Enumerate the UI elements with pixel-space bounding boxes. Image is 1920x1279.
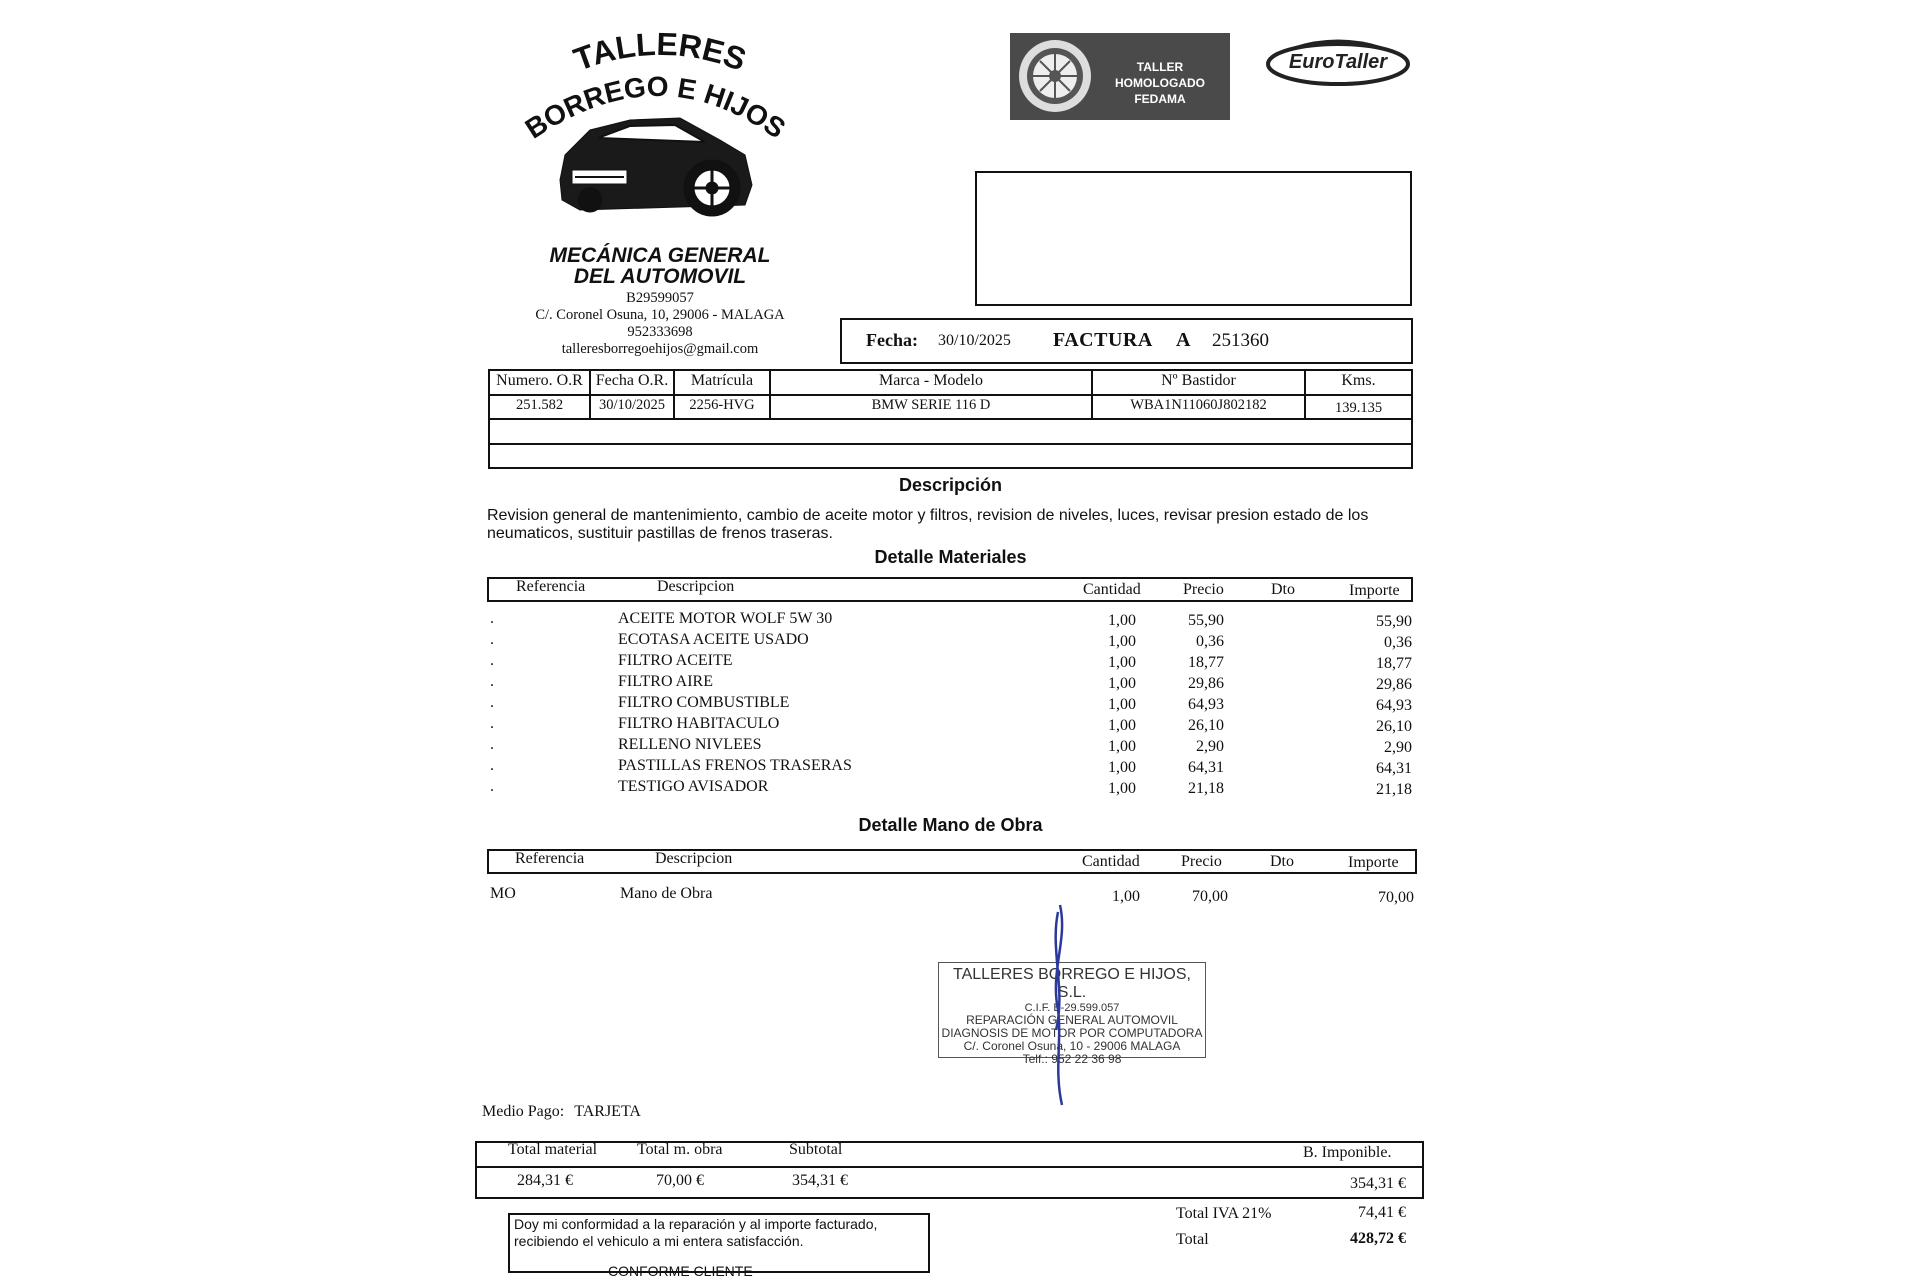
mat-row-precio: 55,90 <box>1188 612 1224 629</box>
totals-table <box>475 1141 1424 1199</box>
conformidad-sign: CONFORME CLIENTE <box>608 1263 753 1279</box>
mat-row-cant: 1,00 <box>1108 675 1136 692</box>
mat-row-desc: ACEITE MOTOR WOLF 5W 30 <box>618 610 833 627</box>
fecha-value: 30/10/2025 <box>938 332 1011 349</box>
total-material-value: 284,31 € <box>517 1172 573 1189</box>
mat-head-desc: Descripcion <box>657 578 735 595</box>
iva-value: 74,41 € <box>1358 1204 1406 1221</box>
total-material-label: Total material <box>508 1141 598 1158</box>
mo-head-cant: Cantidad <box>1082 853 1140 870</box>
svg-text:TALLERES <box>569 30 751 78</box>
company-logo <box>520 30 800 288</box>
company-info <box>480 290 840 358</box>
mat-row-desc: FILTRO HABITACULO <box>618 715 780 732</box>
vt-value-marca: BMW SERIE 116 D <box>871 397 991 413</box>
base-value: 354,31 € <box>1350 1175 1406 1192</box>
mat-row-cant: 1,00 <box>1108 738 1136 755</box>
factura-number: 251360 <box>1212 330 1269 351</box>
mo-row-desc: Mano de Obra <box>620 885 713 902</box>
mat-row-desc: FILTRO ACEITE <box>618 652 733 669</box>
total-value: 428,72 € <box>1350 1230 1406 1247</box>
stamp-line4: DIAGNOSIS DE MOTOR POR COMPUTADORA <box>941 1026 1203 1040</box>
stamp-line3: REPARACIÓN GENERAL AUTOMOVIL <box>966 1013 1178 1027</box>
eurotaller-logo <box>1264 36 1412 88</box>
company-address: C/. Coronel Osuna, 10, 29006 - MALAGA <box>535 307 785 323</box>
signature <box>1040 900 1080 1110</box>
mat-row-desc: RELLENO NIVLEES <box>618 736 762 753</box>
vt-header-matricula: Matrícula <box>690 372 754 389</box>
stamp-line6: Telf.: 952 22 36 98 <box>1022 1052 1122 1066</box>
mat-row-ref: . <box>490 631 494 648</box>
logo-tagline-2: DEL AUTOMOVIL <box>573 265 747 288</box>
logo-top-text: TALLERES <box>569 30 751 78</box>
mat-row-ref: . <box>490 736 494 753</box>
mat-head-dto: Dto <box>1271 581 1295 598</box>
conformidad-text: Doy mi conformidad a la reparación y al importe facturado, recibiendo el vehiculo a mi entera satisfacción. <box>514 1216 878 1249</box>
stamp-line5: C/. Coronel Osuna, 10 - 29006 MALAGA <box>963 1039 1181 1053</box>
fecha-label: Fecha: <box>866 330 918 350</box>
factura-label: FACTURA <box>1053 329 1153 351</box>
mat-row-cant: 1,00 <box>1108 633 1136 650</box>
mat-row-cant: 1,00 <box>1108 696 1136 713</box>
mat-row-precio: 18,77 <box>1188 654 1224 671</box>
fedama-line2: FEDAMA <box>1134 92 1186 106</box>
vt-value-or: 251.582 <box>515 397 564 413</box>
mo-head-precio: Precio <box>1181 853 1222 870</box>
mat-row-precio: 64,31 <box>1188 759 1224 776</box>
subtotal-label: Subtotal <box>789 1141 843 1158</box>
factura-serie: A <box>1176 329 1191 351</box>
stamp-line2: C.I.F. B-29.599.057 <box>1024 1002 1120 1014</box>
mat-row-cant: 1,00 <box>1108 654 1136 671</box>
mat-head-precio: Precio <box>1183 581 1224 598</box>
vt-header-marca: Marca - Modelo <box>879 372 983 389</box>
mat-row-importe: 64,31 <box>1376 760 1412 777</box>
logo-tagline-1: MECÁNICA GENERAL <box>549 244 771 267</box>
vt-header-or: Numero. O.R <box>496 372 583 389</box>
mat-row-desc: PASTILLAS FRENOS TRASERAS <box>618 757 852 774</box>
mat-row-precio: 26,10 <box>1188 717 1224 734</box>
total-mobra-value: 70,00 € <box>656 1172 704 1189</box>
mo-row-ref: MO <box>490 885 516 902</box>
vt-value-fecha: 30/10/2025 <box>598 397 666 413</box>
mat-row-ref: . <box>490 610 494 627</box>
mat-row-importe: 18,77 <box>1376 655 1412 672</box>
mat-row-ref: . <box>490 652 494 669</box>
fedama-badge <box>1010 33 1230 120</box>
mat-head-importe: Importe <box>1349 582 1400 599</box>
mo-head-importe: Importe <box>1348 854 1399 871</box>
mo-head-dto: Dto <box>1270 853 1294 870</box>
mat-row-precio: 21,18 <box>1188 780 1224 797</box>
mat-row-precio: 64,93 <box>1188 696 1224 713</box>
mat-row-cant: 1,00 <box>1108 612 1136 629</box>
mat-row-cant: 1,00 <box>1108 717 1136 734</box>
mat-row-ref: . <box>490 715 494 732</box>
mat-row-ref: . <box>490 673 494 690</box>
company-email: talleresborregoehijos@gmail.com <box>561 341 759 357</box>
mat-row-desc: ECOTASA ACEITE USADO <box>618 631 809 648</box>
mat-row-precio: 2,90 <box>1196 738 1224 755</box>
mat-row-cant: 1,00 <box>1108 759 1136 776</box>
eurotaller-text: EuroTaller <box>1288 51 1388 73</box>
manoobra-title: Detalle Mano de Obra <box>858 815 1043 835</box>
mat-row-ref: . <box>490 778 494 795</box>
mat-row-importe: 29,86 <box>1376 676 1412 693</box>
total-mobra-label: Total m. obra <box>637 1141 723 1158</box>
mo-row-cant: 1,00 <box>1112 888 1140 905</box>
base-label: B. Imponible. <box>1303 1144 1392 1161</box>
mat-row-importe: 2,90 <box>1384 739 1412 756</box>
mat-row-importe: 21,18 <box>1376 781 1412 798</box>
vt-header-bastidor: Nº Bastidor <box>1161 372 1236 389</box>
mat-row-desc: FILTRO AIRE <box>618 673 713 690</box>
stamp-line1: TALLERES BORREGO E HIJOS, S.L. <box>953 966 1191 1001</box>
mat-row-importe: 26,10 <box>1376 718 1412 735</box>
descripcion-text: Revision general de mantenimiento, cambio de aceite motor y filtros, revision de niveles, luces, revisar presion estado de los neumaticos, sustituir pastillas de frenos traseras. <box>487 507 1369 542</box>
mo-row-importe: 70,00 <box>1378 889 1414 906</box>
client-address-box <box>975 171 1412 306</box>
total-label: Total <box>1176 1231 1209 1248</box>
vt-value-kms: 139.135 <box>1334 400 1383 416</box>
vt-header-kms: Kms. <box>1341 372 1376 389</box>
subtotal-value: 354,31 € <box>792 1172 848 1189</box>
descripcion-title: Descripción <box>898 475 1003 495</box>
pago-value: TARJETA <box>574 1103 641 1120</box>
mat-row-importe: 0,36 <box>1384 634 1412 651</box>
mat-row-ref: . <box>490 694 494 711</box>
car-icon <box>560 118 752 216</box>
mo-head-ref: Referencia <box>515 850 585 867</box>
mat-row-desc: FILTRO COMBUSTIBLE <box>618 694 790 711</box>
vt-value-bastidor: WBA1N11060J802182 <box>1130 397 1267 413</box>
vt-value-matricula: 2256-HVG <box>689 397 755 413</box>
iva-label: Total IVA 21% <box>1176 1205 1272 1222</box>
mat-head-ref: Referencia <box>516 578 586 595</box>
company-phone: 952333698 <box>627 324 693 340</box>
wheel-icon <box>1016 37 1094 115</box>
logo-arc-text: BORREGO E HIJOS <box>520 70 792 145</box>
materiales-title: Detalle Materiales <box>874 547 1027 567</box>
mo-head-desc: Descripcion <box>655 850 733 867</box>
company-cif: B29599057 <box>626 290 694 306</box>
mat-row-precio: 0,36 <box>1196 633 1224 650</box>
mat-head-cant: Cantidad <box>1083 581 1141 598</box>
fedama-line1: TALLER HOMOLOGADO <box>1115 60 1205 90</box>
mat-row-importe: 64,93 <box>1376 697 1412 714</box>
mat-row-desc: TESTIGO AVISADOR <box>618 778 769 795</box>
mat-row-importe: 55,90 <box>1376 613 1412 630</box>
mat-row-cant: 1,00 <box>1108 780 1136 797</box>
pago-label: Medio Pago: <box>482 1103 565 1120</box>
mat-row-precio: 29,86 <box>1188 675 1224 692</box>
mat-row-ref: . <box>490 757 494 774</box>
mo-row-precio: 70,00 <box>1192 888 1228 905</box>
vt-header-fecha: Fecha O.R. <box>595 372 669 389</box>
